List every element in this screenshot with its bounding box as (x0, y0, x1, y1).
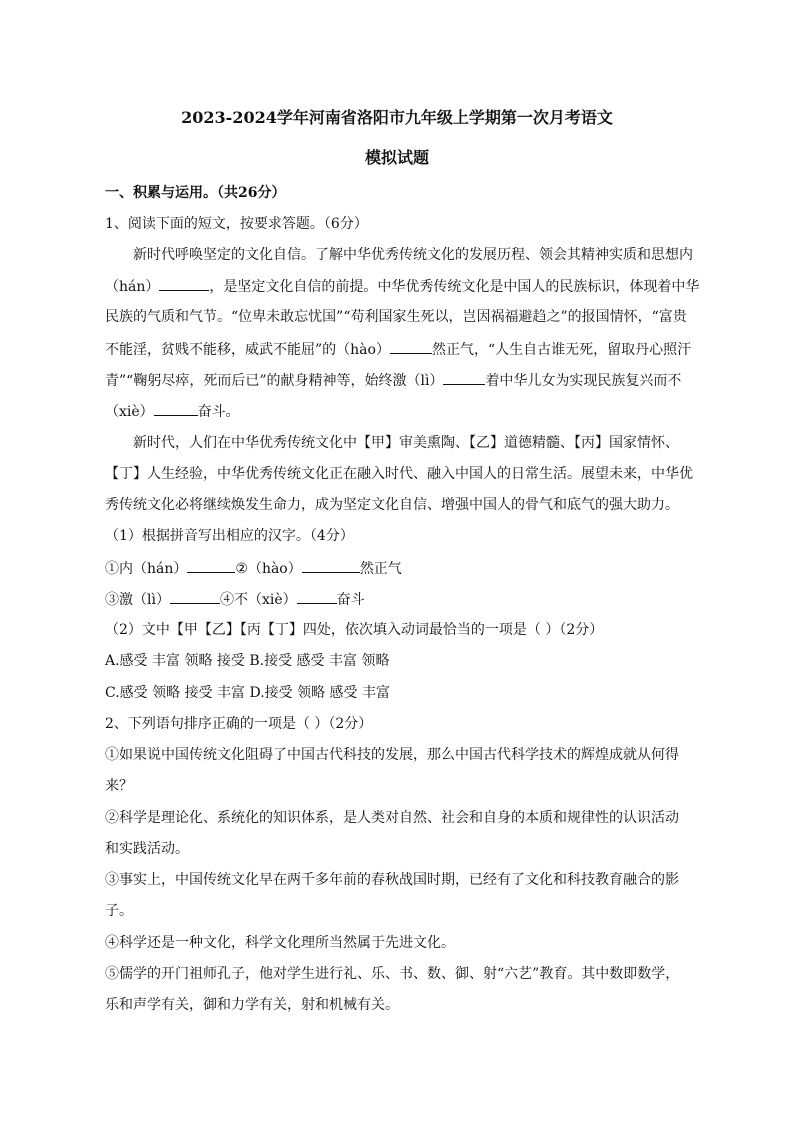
sentence-5: ⑤儒学的开门祖师孔子，他对学生进行礼、乐、书、数、御、射“六艺”教育。其中数即数学， (105, 966, 680, 982)
sentence-2-cont: 和实践活动。 (105, 841, 189, 857)
sentence-1-cont: 来？ (105, 778, 133, 794)
answer-options: C.感受 领略 接受 丰富 D.接受 领略 感受 丰富 (105, 685, 390, 701)
passage-text: （xiè） (105, 404, 154, 420)
page-subtitle: 模拟试题 (364, 148, 429, 167)
page-title: 2023-2024学年河南省洛阳市九年级上学期第一次月考语文 (181, 108, 613, 127)
answer-blank[interactable] (443, 370, 485, 385)
passage-text: 然正气，“人生自古谁无死，留取丹心照汗 (431, 342, 692, 358)
question-1-header: 1、阅读下面的短文，按要求答题。（6分） (105, 216, 368, 232)
question-2-header: 2、下列语句排序正确的一项是（ ）（2分） (105, 716, 373, 732)
sub-question-line (105, 589, 695, 610)
sentence-2: ②科学是理论化、系统化的知识体系，是人类对自然、社会和自身的本质和规律性的认识活动 (105, 810, 679, 826)
passage-line (105, 339, 695, 360)
passage-line: 民族的气质和气节。“位卑未敢忘忧国”“苟利国家生死以，岂因祸福避趋之”的报国情怀，“富贵 (105, 309, 687, 325)
section-heading: 一、积累与运用。（共26分） (105, 185, 286, 201)
pinyin-item: 奋斗 (336, 592, 365, 608)
passage-line: 新时代呼唤坚定的文化自信。了解中华优秀传统文化的发展历程、领会其精神实质和思想内 (133, 247, 693, 263)
passage-text: ，是坚定文化自信的前提。中华优秀传统文化是中国人的民族标识，体现着中华 (209, 279, 700, 295)
pinyin-item: 然正气 (359, 561, 402, 577)
passage-text: 不能淫，贫贱不能移，威武不能屈”的（hào） (105, 342, 390, 358)
answer-blank[interactable] (390, 339, 432, 354)
answer-blank[interactable] (170, 589, 220, 604)
answer-blank[interactable] (154, 401, 198, 416)
answer-blank[interactable] (187, 558, 235, 573)
pinyin-item: ③激（lì） (105, 592, 170, 608)
answer-blank[interactable] (159, 276, 209, 291)
sentence-3: ③事实上，中国传统文化早在两千多年前的春秋战国时期，已经有了文化和科技教育融合的影 (105, 872, 679, 888)
passage-line (105, 401, 695, 422)
passage-text: 着中华儿女为实现民族复兴而不 (485, 373, 682, 389)
passage-line: 【丁】人生经验，中华优秀传统文化正在融入时代、融入中国人的日常生活。展望未来，中华优 (105, 466, 693, 482)
pinyin-item: ②（hào） (235, 561, 302, 577)
passage-line (105, 276, 700, 297)
pinyin-item: ④不（xiè） (219, 592, 297, 608)
passage-line: 新时代，人们在中华优秀传统文化中【甲】审美熏陶、【乙】道德精髓、【丙】国家情怀、 (133, 435, 679, 451)
sentence-1: ①如果说中国传统文化阻碍了中国古代科技的发展，那么中国古代科学技术的辉煌成就从何得 (105, 747, 679, 763)
sentence-4: ④科学还是一种文化，科学文化理所当然属于先进文化。 (105, 935, 455, 951)
sub-question-line (105, 558, 695, 579)
passage-line: 秀传统文化必将继续焕发生命力，成为坚定文化自信、增强中国人的骨气和底气的强大助力。 (105, 497, 679, 513)
sentence-3-cont: 子。 (105, 903, 133, 919)
answer-blank[interactable] (297, 589, 337, 604)
sub-question: （2）文中【甲【乙】【丙【丁】四处，依次填入动词最恰当的一项是（ ）（2分） (105, 622, 604, 638)
passage-line (105, 370, 695, 391)
passage-text: 青”“鞠躬尽瘁，死而后已”的献身精神等，始终激（lì） (105, 373, 444, 389)
passage-text: （hán） (105, 279, 160, 295)
sentence-5-cont: 乐和声学有关，御和力学有关，射和机械有关。 (105, 997, 399, 1013)
sub-question: （1）根据拼音写出相应的汉字。（4分） (105, 528, 354, 544)
pinyin-item: ①内（hán） (105, 561, 188, 577)
answer-options: A.感受 丰富 领略 接受 B.接受 感受 丰富 领略 (105, 653, 390, 669)
passage-text: 奋斗。 (197, 404, 240, 420)
answer-blank[interactable] (302, 558, 360, 573)
